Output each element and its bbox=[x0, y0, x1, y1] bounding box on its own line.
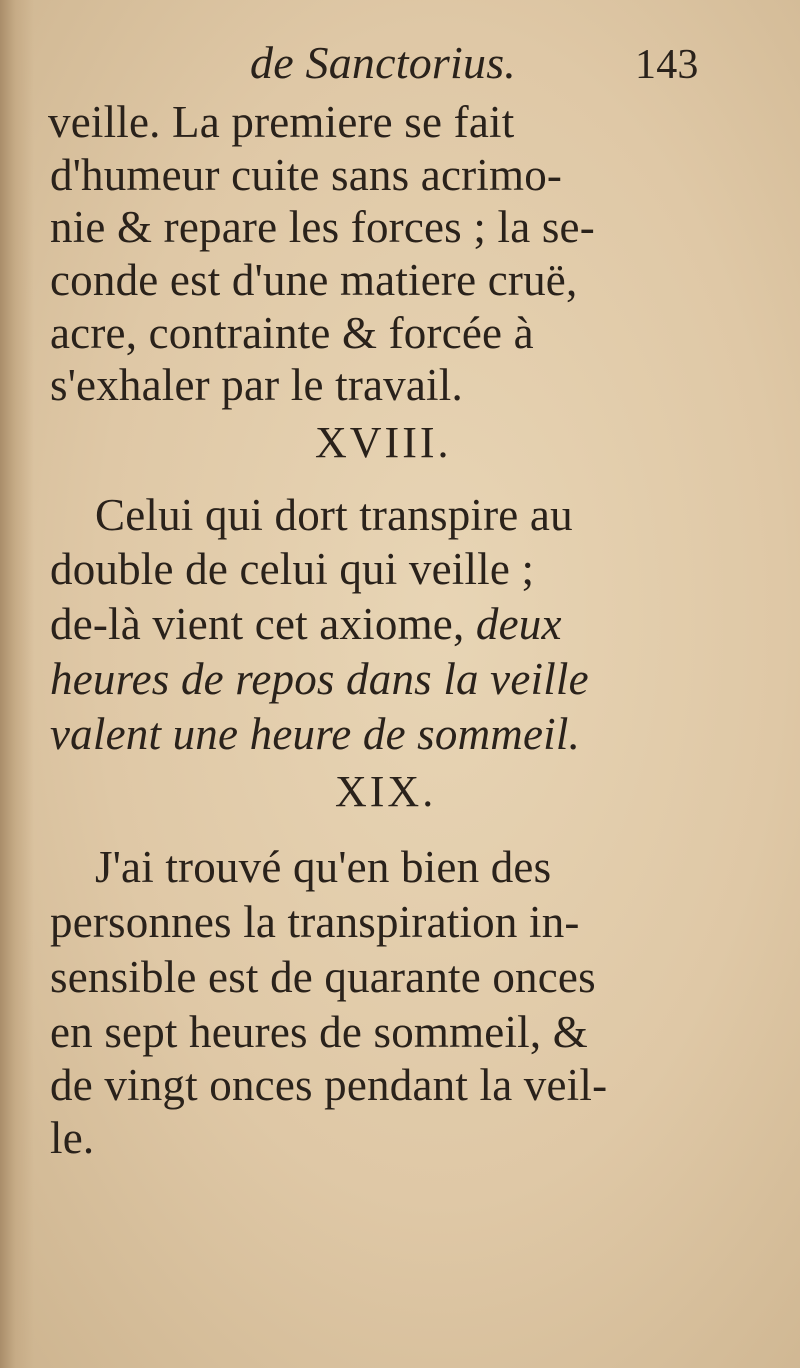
text-line bbox=[50, 599, 562, 649]
text-line: de vingt onces pendant la veil- bbox=[50, 1060, 608, 1110]
section-heading: XIX. bbox=[335, 767, 437, 816]
page-gutter-shadow bbox=[0, 0, 34, 1368]
text-line: s'exhaler par le travail. bbox=[50, 360, 463, 410]
text-line-roman: de-là vient cet axiome, bbox=[50, 599, 465, 649]
text-line-italic: valent une heure de sommeil. bbox=[50, 709, 581, 759]
text-line: sensible est de quarante onces bbox=[50, 952, 596, 1002]
text-line: J'ai trouvé qu'en bien des bbox=[95, 842, 552, 892]
text-line: personnes la transpiration in- bbox=[50, 897, 580, 947]
text-line: Celui qui dort transpire au bbox=[95, 490, 573, 540]
text-line: acre, contrainte & forcée à bbox=[50, 308, 534, 358]
text-line: nie & repare les forces ; la se- bbox=[50, 202, 595, 252]
text-line: d'humeur cuite sans acrimo- bbox=[50, 150, 563, 200]
text-line: le. bbox=[50, 1113, 95, 1163]
text-line: veille. La premiere se fait bbox=[48, 97, 515, 147]
page-number: 143 bbox=[635, 42, 699, 88]
text-line-italic: heures de repos dans la veille bbox=[50, 654, 589, 704]
running-title: de Sanctorius. bbox=[250, 37, 516, 88]
section-heading: XVIII. bbox=[315, 418, 452, 467]
text-line: conde est d'une matiere cruë, bbox=[50, 255, 578, 305]
text-line: en sept heures de sommeil, & bbox=[50, 1007, 588, 1057]
text-line: double de celui qui veille ; bbox=[50, 544, 535, 594]
text-line-italic: deux bbox=[475, 599, 562, 649]
